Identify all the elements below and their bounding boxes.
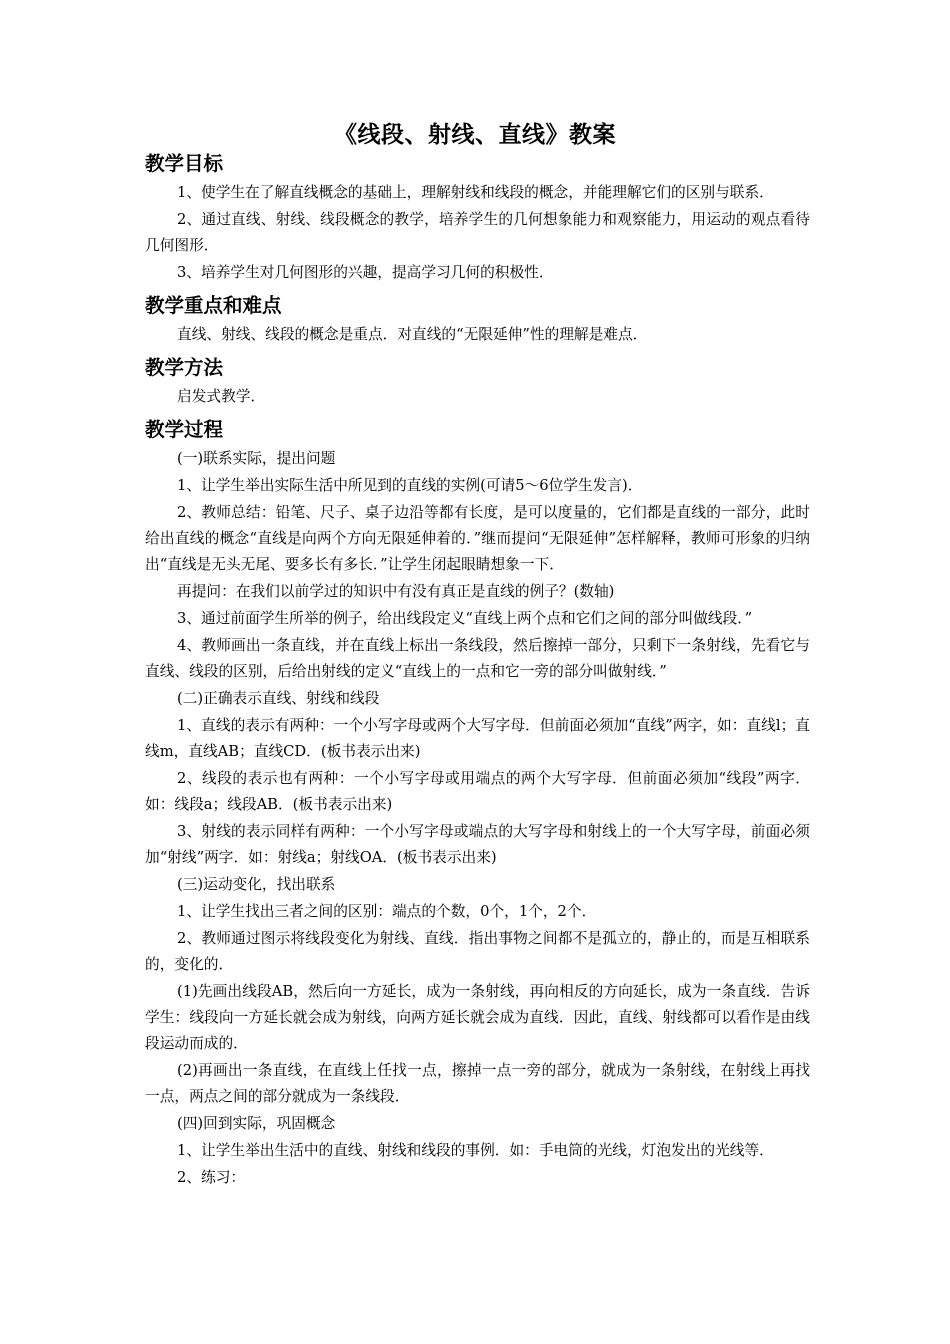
goal-paragraph: 1、使学生在了解直线概念的基础上，理解射线和线段的概念，并能理解它们的区别与联系．	[177, 184, 774, 201]
process-subheading: (四)回到实际，巩固概念	[177, 1115, 336, 1132]
process-paragraph: 3、通过前面学生所举的例子，给出线段定义“直线上两个点和它们之间的部分叫做线段．”	[177, 610, 753, 627]
section-heading-process: 教学过程	[145, 418, 224, 441]
goal-paragraph: 2、通过直线、射线、线段概念的教学，培养学生的几何想象能力和观察能力，用运动的观点看待几何图形．	[145, 211, 810, 254]
process-paragraph: 2、教师通过图示将线段变化为射线、直线．指出事物之间都不是孤立的，静止的，而是互相联系的，变化的．	[145, 930, 810, 973]
section-heading-key-points: 教学重点和难点	[145, 294, 282, 317]
section-heading-goals: 教学目标	[145, 152, 224, 175]
section-heading-method: 教学方法	[145, 356, 224, 379]
process-paragraph: (1)先画出线段AB，然后向一方延长，成为一条射线，再向相反的方向延长，成为一条直线．告诉学生：线段向一方延长就会成为射线，向两方延长就会成为直线．因此，直线、射线都可以看作是由线段运动而成的．	[145, 983, 810, 1052]
process-subheading: (三)运动变化，找出联系	[177, 876, 336, 893]
process-paragraph: 2、练习：	[177, 1169, 246, 1186]
process-paragraph: 1、直线的表示有两种：一个小写字母或两个大写字母．但前面必须加“直线”两字，如：直线l；直线m，直线AB；直线CD．(板书表示出来)	[145, 717, 810, 760]
key-points-paragraph: 直线、射线、线段的概念是重点．对直线的“无限延伸”性的理解是难点．	[177, 326, 648, 343]
process-paragraph: 2、教师总结：铅笔、尺子、桌子边沿等都有长度，是可以度量的，它们都是直线的一部分，此时给出直线的概念“直线是向两个方向无限延伸着的．”继而提问“无限延伸”怎样解释，教师可形象的归纳出“直线是无头无尾、要多长有多长．”让学生闭起眼睛想象一下．	[145, 504, 810, 573]
goal-paragraph: 3、培养学生对几何图形的兴趣，提高学习几何的积极性．	[177, 264, 554, 281]
process-paragraph: (2)再画出一条直线，在直线上任找一点，擦掉一点一旁的部分，就成为一条射线，在射线上再找一点，两点之间的部分就成为一条线段．	[145, 1062, 810, 1105]
process-paragraph: 1、让学生找出三者之间的区别：端点的个数，0个，1个，2个．	[177, 903, 597, 920]
process-subheading: (二)正确表示直线、射线和线段	[177, 690, 380, 707]
process-paragraph: 4、教师画出一条直线，并在直线上标出一条线段，然后擦掉一部分，只剩下一条射线，先看它与直线、线段的区别，后给出射线的定义“直线上的一点和它一旁的部分叫做射线．”	[145, 637, 810, 680]
document-body	[145, 150, 810, 1192]
method-paragraph: 启发式教学．	[177, 388, 266, 405]
process-paragraph: 1、让学生举出实际生活中所见到的直线的实例(可请5～6位学生发言)．	[177, 477, 643, 494]
process-paragraph: 2、线段的表示也有两种：一个小写字母或用端点的两个大写字母．但前面必须加“线段”两字．如：线段a；线段AB．(板书表示出来)	[145, 770, 810, 813]
process-paragraph: 1、让学生举出生活中的直线、射线和线段的事例．如：手电筒的光线，灯泡发出的光线等．	[177, 1142, 774, 1159]
document-title: 《线段、射线、直线》教案	[334, 122, 616, 148]
process-paragraph: 再提问：在我们以前学过的知识中有没有真正是直线的例子？(数轴)	[177, 583, 615, 600]
process-subheading: (一)联系实际，提出问题	[177, 450, 336, 467]
process-paragraph: 3、射线的表示同样有两种：一个小写字母或端点的大写字母和射线上的一个大写字母，前面必须加“射线”两字．如：射线a；射线OA．(板书表示出来)	[145, 823, 810, 866]
